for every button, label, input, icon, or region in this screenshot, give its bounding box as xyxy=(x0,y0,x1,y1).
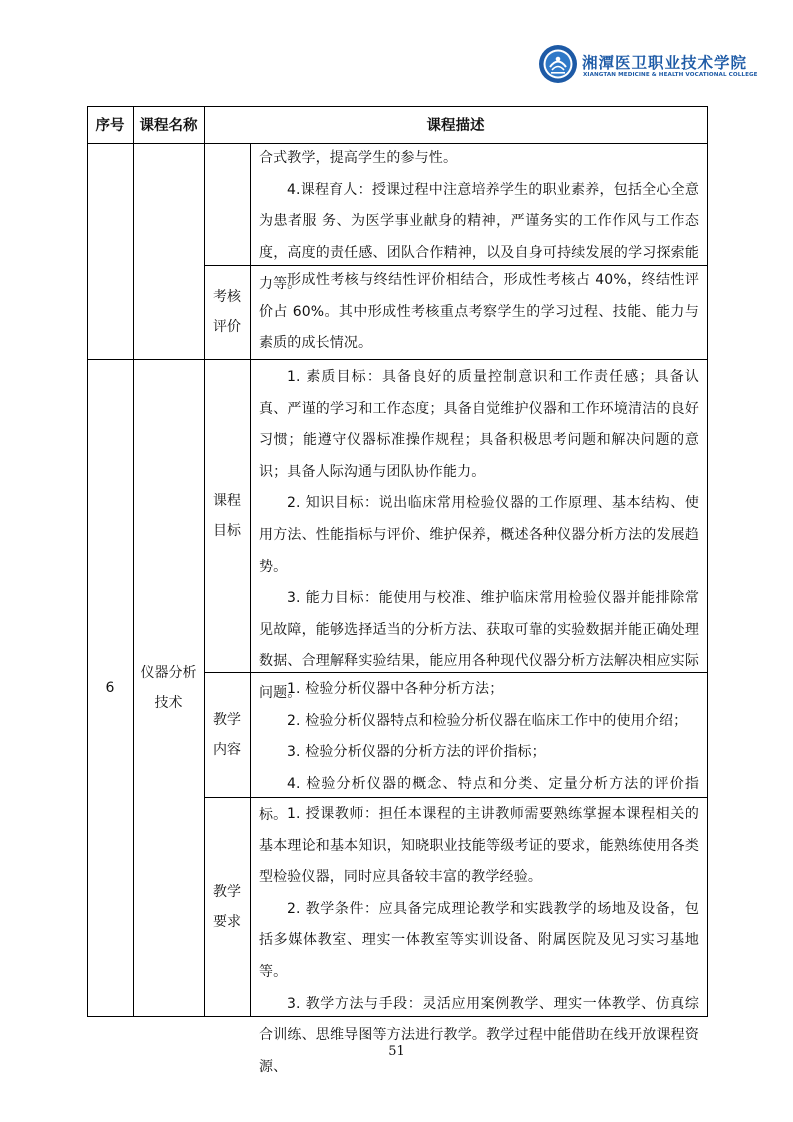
course-no: 6 xyxy=(105,679,115,696)
college-name-en: XIANGTAN MEDICINE & HEALTH VOCATIONAL COLLEGE xyxy=(583,72,758,78)
college-name-cn: 湘潭医卫职业技术学院 xyxy=(582,53,748,72)
objectives-label-line2: 目标 xyxy=(213,522,241,539)
content-label xyxy=(204,672,250,797)
header-description: 课程描述 xyxy=(426,118,485,134)
table-border-right xyxy=(707,106,708,1017)
objective-item: 2. 知识目标：说出临床常用检验仪器的工作原理、基本结构、使用方法、性能指标与评价、维护保养，概述各种仪器分析方法的发展趋势。 xyxy=(259,495,699,575)
page-number: 51 xyxy=(388,1044,405,1059)
content-item: 2. 检验分析仪器特点和检验分析仪器在临床工作中的使用介绍； xyxy=(287,712,688,729)
requirements-text xyxy=(259,799,699,1083)
objectives-label xyxy=(204,359,250,672)
assessment-label xyxy=(204,265,250,359)
requirement-item: 2. 教学条件：应具备完成理论教学和实践教学的场地及设备，包括多媒体教室、理实一体教室等实训设备、附属医院及见习实习基地等。 xyxy=(259,900,699,980)
course-name-line1: 仪器分析 xyxy=(140,664,197,681)
assessment-text: 形成性考核与终结性评价相结合，形成性考核占 40%，终结性评价占 60%。其中形成性考核重点考察学生的学习过程、技能、能力与素质的成长情况。 xyxy=(259,272,699,352)
requirements-label-line1: 教学 xyxy=(213,883,241,900)
continuation-line: 合式教学，提高学生的参与性。 xyxy=(259,150,458,166)
assessment-label-line2: 评价 xyxy=(213,319,241,335)
assessment-label-line1: 考核 xyxy=(213,289,241,305)
column-divider xyxy=(250,143,251,1017)
objectives-label-line1: 课程 xyxy=(213,492,241,509)
requirements-label-line2: 要求 xyxy=(213,913,241,930)
content-item: 4. 检验分析仪器的概念、特点和分类、定量分析方法的评价指标。 xyxy=(259,775,699,824)
course-name-line2: 技术 xyxy=(154,694,183,711)
objective-item: 1. 素质目标：具备良好的质量控制意识和工作责任感；具备认真、严谨的学习和工作态度；具备自觉维护仪器和工作环境清洁的良好习惯；能遵守仪器标准操作规程；具备积极思考问题和解决问题的意识；具备人际沟通与团队协作能力。 xyxy=(259,369,699,480)
course-name xyxy=(133,359,204,1016)
requirement-item: 3. 教学方法与手段：灵活应用案例教学、理实一体教学、仿真综合训练、思维导图等方法进行教学。教学过程中能借助在线开放课程资源、 xyxy=(259,995,699,1075)
content-item: 1. 检验分析仪器中各种分析方法； xyxy=(287,681,504,697)
objective-item: 3. 能力目标：能使用与校准、维护临床常用检验仪器并能排除常见故障，能够选择适当的分析方法、获取可靠的实验数据并能正确处理数据、合理解释实验结果，能应用各种现代仪器分析方法解决相应实际问题。 xyxy=(259,590,699,701)
content-item: 3. 检验分析仪器的分析方法的评价指标； xyxy=(287,744,546,761)
college-logo xyxy=(538,44,758,86)
content-label-line2: 内容 xyxy=(213,741,241,758)
requirement-item: 1. 授课教师：担任本课程的主讲教师需要熟练掌握本课程相关的基本理论和基本知识，知晓职业技能等级考证的要求，能熟练使用各类型检验仪器，同时应具备较丰富的教学经验。 xyxy=(259,806,699,886)
continuation-line: 4.课程育人：授课过程中注意培养学生的职业素养，包括全心全意为患者服 务、为医学事业献身的精神，严谨务实的工作作风与工作态度，高度的责任感、团队合作精神，以及自身可持续发展的学习探索能力等。 xyxy=(259,181,699,293)
header-course-name: 课程名称 xyxy=(139,118,198,134)
objectives-text xyxy=(259,362,699,710)
college-seal-icon xyxy=(538,44,578,84)
requirements-label xyxy=(204,797,250,1016)
content-label-line1: 教学 xyxy=(213,711,241,728)
header-no: 序号 xyxy=(95,118,125,134)
